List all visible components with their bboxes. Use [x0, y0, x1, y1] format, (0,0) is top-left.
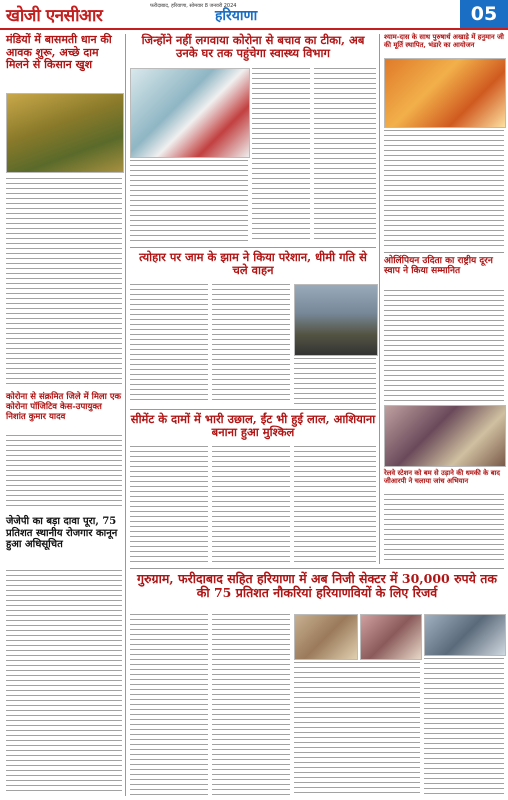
basmati-photo [6, 93, 124, 173]
divider-olympian [384, 252, 504, 253]
cement-body-3 [294, 446, 376, 564]
tyohar-body-3 [294, 358, 376, 404]
basmati-headline: मंडियों में बासमती धान की आवक शुरू, अच्छे दाम मिलने से किसान खुश [6, 33, 112, 72]
cement-body-2 [212, 446, 290, 564]
divider-cement [130, 409, 376, 410]
section-title: हरियाणा [215, 8, 258, 24]
divider-tyohar [130, 247, 376, 248]
corona-tika-body-1 [252, 68, 310, 243]
cement-body-1 [130, 446, 208, 564]
column-rule-right [379, 34, 380, 564]
hanuman-body [384, 130, 504, 248]
railway-headline: रेलवे स्टेशन को बम से उड़ाने की धमकी के बाद जीआरपी ने चलाया जांच अभियान [384, 469, 501, 485]
gurugram-photo-1 [294, 614, 358, 660]
olympian-body [384, 290, 504, 402]
gurugram-body-4 [424, 658, 504, 796]
gurugram-headline: गुरुग्राम, फरीदाबाद सहित हरियाणा में अब निजी सेक्टर में 30,000 रुपये तक की 75 प्रतिशत नौकरियां हरियाणवियों के लिए रिजर्व [137, 571, 497, 601]
dateline: फरीदाबाद, हरियाणा, सोमवार 8 जनवरी 2024 [150, 3, 237, 9]
jjp-body [6, 570, 122, 795]
tyohar-body-1 [130, 284, 208, 404]
tyohar-body-2 [212, 284, 290, 404]
column-rule-left [125, 34, 126, 796]
hanuman-photo [384, 58, 506, 128]
corona-tika-headline: जिन्होंने नहीं लगवाया कोरोना से बचाव का टीका, अब उनके घर तक पहुंचेगा स्वास्थ्य विभाग [141, 33, 365, 61]
basmati-body [6, 178, 122, 388]
vaccine-photo [130, 68, 250, 158]
corona-tika-body-2 [314, 68, 376, 243]
gurugram-body-3 [294, 662, 420, 796]
gurugram-body-1 [130, 614, 208, 796]
masthead [0, 0, 508, 30]
hanuman-headline: श्याम-दास के साथ पुरुषार्थ अखाड़े में हनुमान जी की मूर्ति स्थापित, भंडारे का आयोजन [384, 33, 504, 49]
corona-tika-body-3 [130, 160, 248, 243]
newspaper-logo: खोजी एनसीआर [6, 6, 103, 26]
page-number: 05 [460, 0, 508, 28]
tyohar-headline: त्योहार पर जाम के झाम ने किया परेशान, धीमी गति से चले वाहन [139, 250, 367, 278]
railway-body [384, 494, 504, 564]
divider-gurugram [130, 568, 504, 569]
gurugram-photo-2 [360, 614, 422, 660]
corona-sanmanit-headline: कोरोना से संक्रमित जिले में मिला एक कोरोना पॉजिटिव केस-उपायुक्त निशांत कुमार यादव [6, 392, 122, 422]
corona-sanmanit-body [6, 435, 122, 510]
gurugram-body-2 [212, 614, 290, 796]
jjp-headline: जेजेपी का बड़ा दावा पूरा, 75 प्रतिशत स्थानीय रोजगार कानून हुआ अधिसूचित [6, 516, 118, 550]
gurugram-photo-3 [424, 614, 506, 656]
traffic-photo [294, 284, 378, 356]
olympian-headline: ओलिंपियन उदिता का राष्ट्रीय दूरन स्वाप ने किया सम्मानित [384, 256, 493, 277]
olympian-photo [384, 405, 506, 467]
cement-headline: सीमेंट के दामों में भारी उछाल, ईंट भी हुई लाल, आशियाना बनाना हुआ मुश्किल [130, 412, 376, 440]
